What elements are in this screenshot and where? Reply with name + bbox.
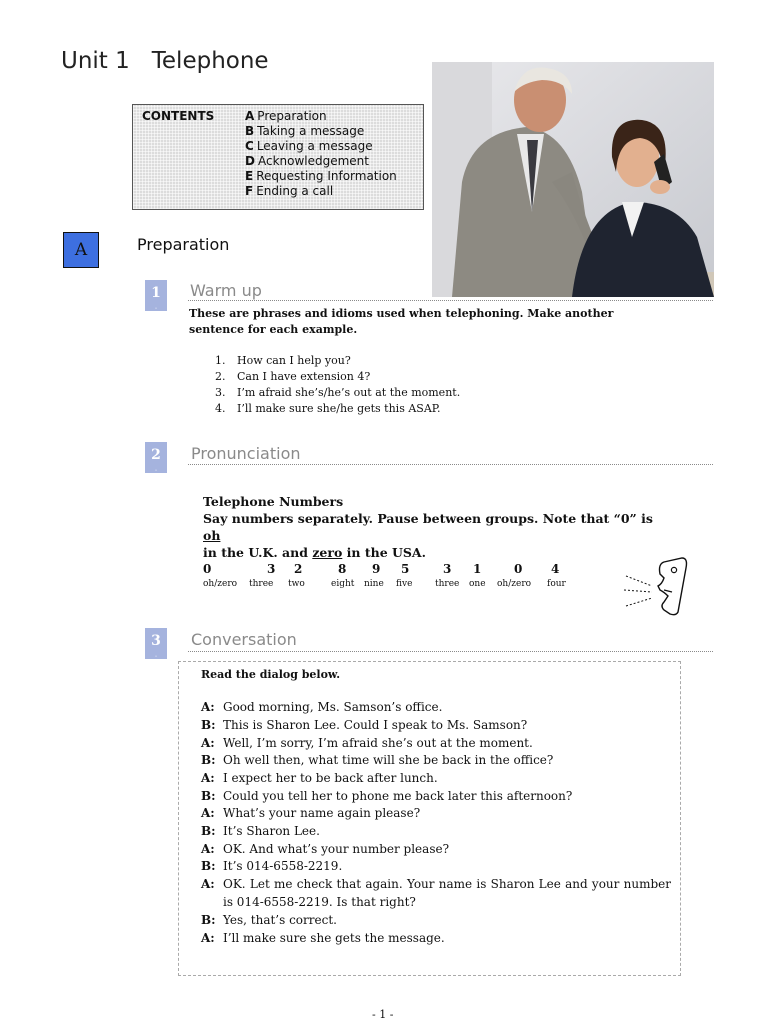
digit-word: eight (331, 579, 355, 589)
digit: 2 (294, 562, 303, 576)
office-photo (432, 62, 714, 297)
digit: 1 (473, 562, 482, 576)
speaking-phone-icon (620, 556, 692, 622)
digit-word: two (288, 579, 305, 589)
digit: 0 (514, 562, 523, 576)
divider (188, 651, 713, 652)
digit-word: five (396, 579, 413, 589)
digit-word: three (435, 579, 460, 589)
exercise-number-3: 3 . (145, 628, 167, 659)
divider (188, 464, 713, 465)
contents-item: C Leaving a message (245, 139, 373, 153)
exercise-number-2: 2 . (145, 442, 167, 473)
unit-name: Telephone (151, 48, 269, 74)
warmup-instructions: These are phrases and idioms used when telephoning. Make another sentence for each example. (189, 307, 614, 336)
dialog-instructions: Read the dialog below. (201, 668, 341, 681)
contents-box (132, 104, 424, 210)
digit-word: one (469, 579, 486, 589)
contents-item: B Taking a message (245, 124, 365, 138)
section-title: Preparation (137, 235, 230, 254)
section-letter-box: A (63, 232, 99, 268)
list-item: 4. I’ll make sure she/he gets this ASAP. (215, 402, 441, 415)
warmup-title: Warm up (190, 281, 262, 300)
unit-label: Unit 1 (61, 48, 130, 74)
conversation-title: Conversation (191, 630, 297, 649)
page-number: - 1 - (372, 1008, 394, 1021)
exercise-number-1: 1 . (145, 280, 167, 311)
phrase-list (215, 353, 460, 417)
digit: 3 (267, 562, 276, 576)
divider (188, 300, 713, 301)
digit: 5 (401, 562, 410, 576)
contents-item: E Requesting Information (245, 169, 397, 183)
digit-word: four (547, 579, 566, 589)
telephone-numbers-heading: Telephone Numbers (203, 494, 344, 509)
digit: 0 (203, 562, 212, 576)
list-item: 1. How can I help you? (215, 354, 351, 367)
digit: 3 (443, 562, 452, 576)
digit-word: oh/zero (497, 579, 532, 589)
digit-word: three (249, 579, 274, 589)
contents-item: F Ending a call (245, 184, 334, 198)
contents-item: D Acknowledgement (245, 154, 369, 168)
contents-item: A Preparation (245, 109, 327, 123)
page-title (61, 48, 269, 74)
dialog-line: A: OK. Let me check that again. Your name is Sharon Lee and your number is 014-6558-2219. Is that right? (201, 877, 671, 909)
digit: 8 (338, 562, 347, 576)
digit: 9 (372, 562, 381, 576)
list-item: 3. I’m afraid she’s/he’s out at the moment. (215, 386, 461, 399)
digit: 4 (551, 562, 560, 576)
digit-word: nine (364, 579, 384, 589)
list-item: 2. Can I have extension 4? (215, 370, 371, 383)
pronunciation-title: Pronunciation (191, 444, 301, 463)
contents-list (245, 109, 397, 199)
contents-label: CONTENTS (142, 109, 215, 123)
digit-word: oh/zero (203, 579, 238, 589)
pronunciation-instructions: Telephone Numbers Say numbers separately. Pause between groups. Note that “0” is oh in the U.K. and zero in the USA. (203, 493, 673, 561)
